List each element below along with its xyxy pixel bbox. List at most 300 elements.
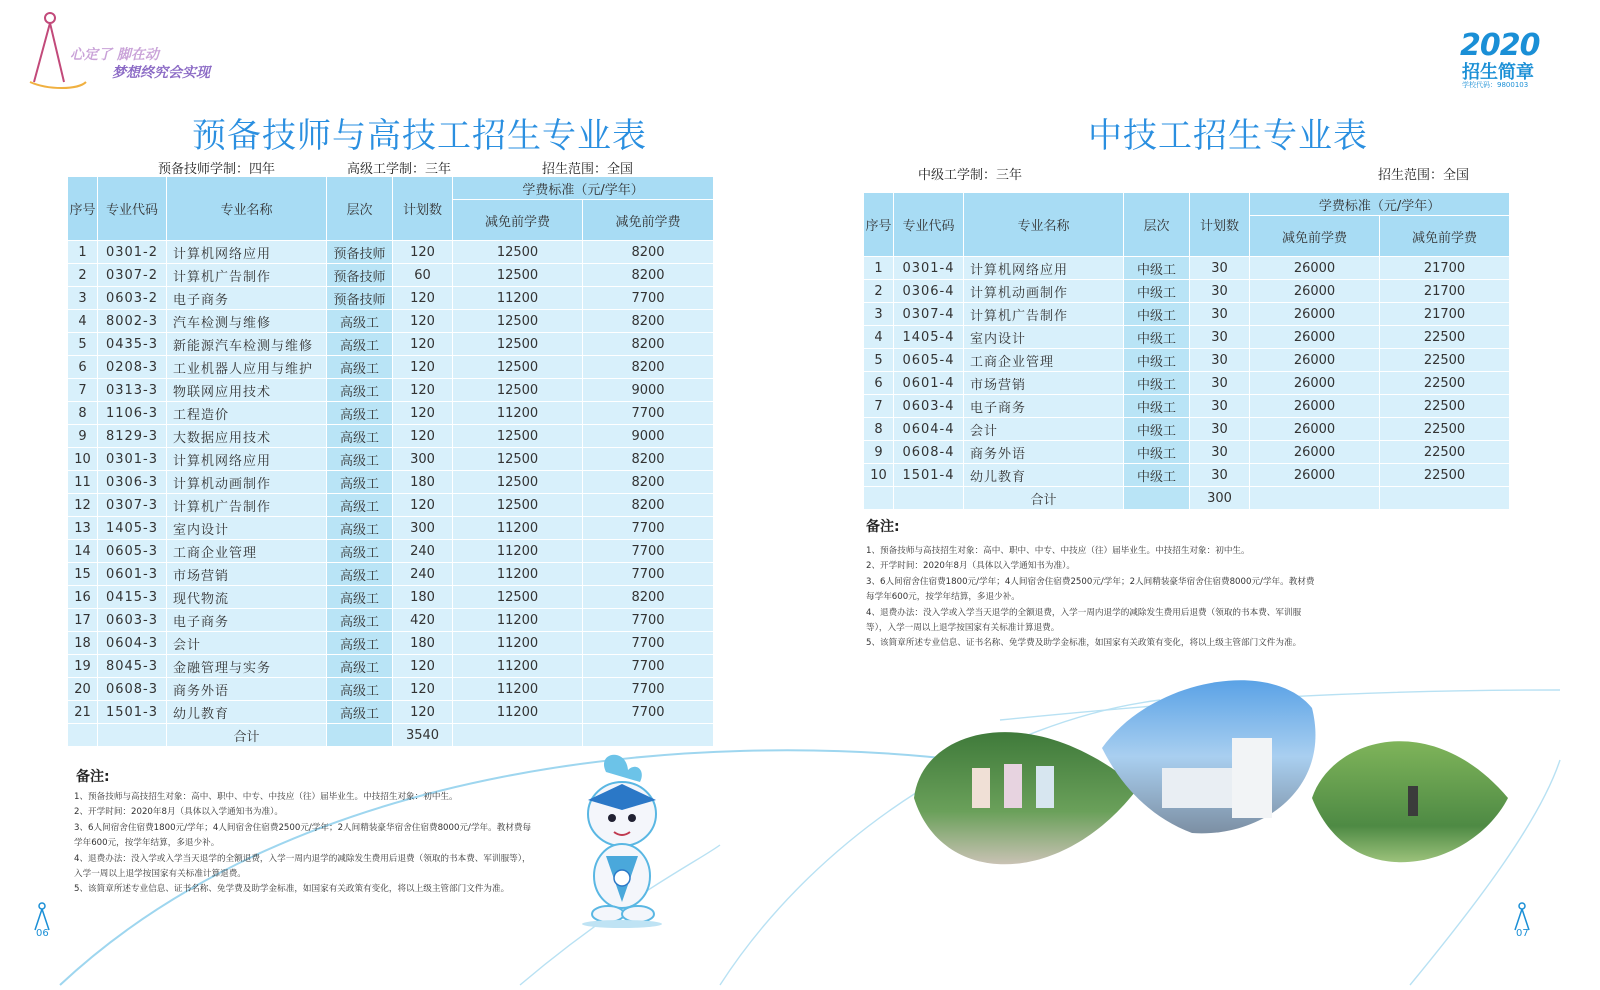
cell-plan: 30	[1190, 257, 1250, 280]
cell-name: 物联网应用技术	[167, 379, 327, 402]
cell-level: 高级工	[327, 402, 393, 425]
cell-fee-a: 26000	[1250, 395, 1380, 418]
left-enrollment-table	[67, 176, 714, 747]
cell-code: 0605-4	[894, 349, 964, 372]
cell-fee-a: 26000	[1250, 418, 1380, 441]
cell-seq: 3	[864, 303, 894, 326]
cell-name: 室内设计	[167, 517, 327, 540]
cell-level: 预备技师	[327, 264, 393, 287]
cell-fee-a: 11200	[453, 655, 583, 678]
mascot-illustration	[566, 752, 678, 930]
header-seq: 序号	[864, 193, 894, 257]
table-row	[68, 701, 714, 724]
header-name: 专业名称	[964, 193, 1124, 257]
cell-level: 高级工	[327, 448, 393, 471]
cell-name: 工业机器人应用与维护	[167, 356, 327, 379]
cell-fee-a: 26000	[1250, 441, 1380, 464]
cell-fee-a: 12500	[453, 448, 583, 471]
cell-seq: 5	[68, 333, 98, 356]
cell-name: 市场营销	[167, 563, 327, 586]
brand-year: 2020	[1460, 28, 1540, 63]
cell-seq: 14	[68, 540, 98, 563]
cell-fee-b: 7700	[583, 563, 714, 586]
table-row	[68, 494, 714, 517]
cell-level: 高级工	[327, 517, 393, 540]
cell-level: 预备技师	[327, 241, 393, 264]
cell-fee-a: 11200	[453, 609, 583, 632]
cell-plan: 30	[1190, 372, 1250, 395]
cell-fee-a: 26000	[1250, 257, 1380, 280]
cell-fee-a: 26000	[1250, 349, 1380, 372]
cell-plan: 120	[393, 402, 453, 425]
cell-level: 高级工	[327, 494, 393, 517]
header-fee-a: 减免前学费	[1250, 216, 1380, 257]
cell-level: 高级工	[327, 655, 393, 678]
table-row	[864, 418, 1510, 441]
cell-plan: 180	[393, 632, 453, 655]
cell-level: 高级工	[327, 425, 393, 448]
photo-campus-building	[1102, 680, 1315, 833]
cell-plan: 120	[393, 701, 453, 724]
cell-fee-a: 11200	[453, 540, 583, 563]
cell-plan: 120	[393, 379, 453, 402]
cell-fee-a: 12500	[453, 471, 583, 494]
cell-fee-b: 21700	[1380, 303, 1510, 326]
cell-name: 汽车检测与维修	[167, 310, 327, 333]
cell-code: 8045-3	[98, 655, 167, 678]
cell-code: 0608-4	[894, 441, 964, 464]
cell-seq: 10	[68, 448, 98, 471]
cell-fee-b: 22500	[1380, 418, 1510, 441]
total-label: 合计	[964, 487, 1124, 510]
cell-fee-b: 7700	[583, 678, 714, 701]
cell-level: 高级工	[327, 471, 393, 494]
cell-fee-b: 8200	[583, 586, 714, 609]
right-enrollment-table	[863, 192, 1510, 510]
cell-fee-a: 11200	[453, 517, 583, 540]
table-row	[68, 632, 714, 655]
cell-plan: 120	[393, 310, 453, 333]
brand-code: 学校代码：9800103	[1462, 81, 1529, 89]
note-line: 3、6人间宿舍住宿费1800元/学年；4人间宿舍住宿费2500元/学年；2人间精装豪华宿舍住宿费8000元/学年。教材费每学年600元，按学年结算，多退少补。	[74, 822, 532, 849]
right-notes-title: 备注:	[866, 519, 900, 535]
cell-fee-b: 8200	[583, 494, 714, 517]
cell-fee-b: 7700	[583, 632, 714, 655]
cell-name: 商务外语	[167, 678, 327, 701]
total-blank	[453, 724, 583, 747]
cell-fee-a: 12500	[453, 586, 583, 609]
cell-seq: 17	[68, 609, 98, 632]
header-code: 专业代码	[894, 193, 964, 257]
cell-name: 室内设计	[964, 326, 1124, 349]
table-row	[68, 402, 714, 425]
cell-seq: 9	[68, 425, 98, 448]
table-row	[864, 257, 1510, 280]
table-row	[68, 448, 714, 471]
cell-fee-a: 11200	[453, 563, 583, 586]
cell-level: 中级工	[1124, 257, 1190, 280]
cell-fee-a: 12500	[453, 356, 583, 379]
cell-level: 中级工	[1124, 395, 1190, 418]
header-fee-b: 减免前学费	[583, 200, 714, 241]
left-notes	[74, 790, 534, 898]
cell-level: 中级工	[1124, 418, 1190, 441]
cell-code: 0604-3	[98, 632, 167, 655]
note-line: 2、开学时间：2020年8月（具体以入学通知书为准）。	[866, 561, 1075, 572]
cell-plan: 60	[393, 264, 453, 287]
header-plan: 计划数	[393, 177, 453, 241]
cell-plan: 120	[393, 425, 453, 448]
right-meta-scope: 招生范围：全国	[1378, 168, 1470, 183]
cell-fee-b: 8200	[583, 241, 714, 264]
header-fee: 学费标准（元/学年）	[1250, 193, 1510, 216]
cell-seq: 2	[864, 280, 894, 303]
cell-seq: 4	[68, 310, 98, 333]
table-row	[68, 563, 714, 586]
cell-fee-b: 7700	[583, 701, 714, 724]
cell-level: 中级工	[1124, 280, 1190, 303]
cell-code: 1405-4	[894, 326, 964, 349]
cell-name: 新能源汽车检测与维修	[167, 333, 327, 356]
table-row	[68, 540, 714, 563]
cell-code: 0313-3	[98, 379, 167, 402]
cell-plan: 180	[393, 586, 453, 609]
cell-seq: 11	[68, 471, 98, 494]
cell-seq: 6	[864, 372, 894, 395]
cell-name: 幼儿教育	[167, 701, 327, 724]
cell-name: 计算机广告制作	[167, 494, 327, 517]
cell-plan: 120	[393, 356, 453, 379]
cell-fee-b: 7700	[583, 287, 714, 310]
slogan-line-2: 梦想终究会实现	[112, 65, 210, 81]
cell-fee-b: 9000	[583, 425, 714, 448]
cell-code: 0306-3	[98, 471, 167, 494]
cell-name: 电子商务	[167, 609, 327, 632]
left-meta-duration-2: 高级工学制：三年	[347, 162, 452, 177]
table-row	[68, 609, 714, 632]
cell-plan: 30	[1190, 395, 1250, 418]
cell-name: 会计	[964, 418, 1124, 441]
cell-name: 计算机网络应用	[167, 241, 327, 264]
cell-level: 高级工	[327, 586, 393, 609]
total-label: 合计	[167, 724, 327, 747]
cell-code: 0603-2	[98, 287, 167, 310]
cell-fee-a: 12500	[453, 310, 583, 333]
cell-plan: 240	[393, 540, 453, 563]
brand-title: 招生简章	[1462, 62, 1534, 83]
cell-name: 大数据应用技术	[167, 425, 327, 448]
table-row	[864, 326, 1510, 349]
cell-seq: 9	[864, 441, 894, 464]
cell-seq: 8	[864, 418, 894, 441]
cell-fee-b: 8200	[583, 448, 714, 471]
cell-code: 0604-4	[894, 418, 964, 441]
table-row	[864, 280, 1510, 303]
cell-code: 0605-3	[98, 540, 167, 563]
total-blank	[864, 487, 894, 510]
cell-fee-a: 11200	[453, 402, 583, 425]
total-blank	[68, 724, 98, 747]
cell-fee-b: 8200	[583, 310, 714, 333]
cell-fee-a: 26000	[1250, 372, 1380, 395]
cell-level: 高级工	[327, 310, 393, 333]
left-page-number: 06	[36, 928, 49, 939]
header-fee: 学费标准（元/学年）	[453, 177, 714, 200]
cell-seq: 1	[68, 241, 98, 264]
cell-fee-b: 22500	[1380, 395, 1510, 418]
cell-name: 计算机网络应用	[964, 257, 1124, 280]
cell-plan: 120	[393, 287, 453, 310]
slogan-line-1: 心定了 脚在动	[70, 47, 159, 63]
header-name: 专业名称	[167, 177, 327, 241]
cell-fee-a: 11200	[453, 701, 583, 724]
cell-fee-a: 12500	[453, 241, 583, 264]
cell-level: 高级工	[327, 379, 393, 402]
total-plan: 3540	[393, 724, 453, 747]
cell-seq: 20	[68, 678, 98, 701]
cell-code: 0603-3	[98, 609, 167, 632]
table-row	[68, 356, 714, 379]
cell-fee-a: 26000	[1250, 280, 1380, 303]
left-meta-duration-1: 预备技师学制：四年	[158, 162, 276, 177]
cell-plan: 240	[393, 563, 453, 586]
cell-level: 高级工	[327, 540, 393, 563]
table-row	[864, 349, 1510, 372]
header-level: 层次	[1124, 193, 1190, 257]
right-notes	[866, 544, 1321, 652]
cell-code: 0301-2	[98, 241, 167, 264]
table-row	[68, 264, 714, 287]
cell-plan: 300	[393, 517, 453, 540]
cell-plan: 30	[1190, 303, 1250, 326]
table-row	[864, 441, 1510, 464]
right-meta-duration: 中级工学制：三年	[918, 168, 1023, 183]
cell-code: 0415-3	[98, 586, 167, 609]
total-blank	[1124, 487, 1190, 510]
cell-code: 1106-3	[98, 402, 167, 425]
cell-seq: 6	[68, 356, 98, 379]
cell-fee-b: 22500	[1380, 441, 1510, 464]
table-row	[864, 303, 1510, 326]
left-meta-scope: 招生范围：全国	[542, 162, 634, 177]
cell-plan: 120	[393, 655, 453, 678]
cell-name: 幼儿教育	[964, 464, 1124, 487]
cell-fee-a: 12500	[453, 425, 583, 448]
cell-seq: 8	[68, 402, 98, 425]
table-row	[864, 395, 1510, 418]
cell-fee-b: 8200	[583, 471, 714, 494]
cell-fee-a: 12500	[453, 494, 583, 517]
total-blank	[1250, 487, 1380, 510]
total-blank	[583, 724, 714, 747]
cell-name: 计算机广告制作	[167, 264, 327, 287]
cell-code: 0301-4	[894, 257, 964, 280]
table-row	[864, 464, 1510, 487]
note-line: 1、预备技师与高技招生对象：高中、职中、中专、中技应（往）届毕业生。中技招生对象：初中生。	[866, 546, 1250, 556]
cell-code: 8129-3	[98, 425, 167, 448]
cell-level: 高级工	[327, 678, 393, 701]
cell-fee-b: 8200	[583, 264, 714, 287]
cell-seq: 21	[68, 701, 98, 724]
cell-plan: 120	[393, 494, 453, 517]
cell-code: 0435-3	[98, 333, 167, 356]
header-level: 层次	[327, 177, 393, 241]
cell-fee-b: 21700	[1380, 257, 1510, 280]
cell-fee-a: 12500	[453, 379, 583, 402]
cell-seq: 4	[864, 326, 894, 349]
cell-fee-a: 11200	[453, 632, 583, 655]
cell-level: 高级工	[327, 632, 393, 655]
cell-seq: 10	[864, 464, 894, 487]
cell-name: 市场营销	[964, 372, 1124, 395]
cell-plan: 180	[393, 471, 453, 494]
note-line: 4、退费办法：没入学或入学当天退学的全额退费，入学一周内退学的减除发生费用后退费（领取的书本费、军训服等），入学一周以上退学按国家有关标准计算退费。	[866, 607, 1302, 634]
cell-name: 现代物流	[167, 586, 327, 609]
cell-fee-b: 22500	[1380, 326, 1510, 349]
table-row	[68, 241, 714, 264]
cell-plan: 120	[393, 678, 453, 701]
left-page-title: 预备技师与高技工招生专业表	[192, 116, 647, 156]
cell-name: 计算机广告制作	[964, 303, 1124, 326]
cell-code: 0306-4	[894, 280, 964, 303]
cell-code: 0307-4	[894, 303, 964, 326]
cell-name: 计算机网络应用	[167, 448, 327, 471]
table-row	[68, 310, 714, 333]
cell-name: 电子商务	[167, 287, 327, 310]
table-row	[68, 333, 714, 356]
note-line: 5、该简章所述专业信息、证书名称、免学费及助学金标准，如国家有关政策有变化，将以上级主管部门文件为准。	[74, 884, 510, 895]
note-line: 4、退费办法：没入学或入学当天退学的全额退费，入学一周内退学的减除发生费用后退费（领取的书本费、军训服等），入学一周以上退学按国家有关标准计算退费。	[74, 853, 531, 880]
note-line: 5、该简章所述专业信息、证书名称、免学费及助学金标准，如国家有关政策有变化，将以上级主管部门文件为准。	[866, 638, 1302, 649]
cell-fee-b: 9000	[583, 379, 714, 402]
cell-fee-a: 12500	[453, 264, 583, 287]
cell-plan: 300	[393, 448, 453, 471]
cell-code: 8002-3	[98, 310, 167, 333]
cell-code: 0307-2	[98, 264, 167, 287]
cell-plan: 30	[1190, 349, 1250, 372]
total-blank	[894, 487, 964, 510]
cell-fee-b: 7700	[583, 402, 714, 425]
cell-code: 1405-3	[98, 517, 167, 540]
cell-level: 中级工	[1124, 326, 1190, 349]
cell-level: 中级工	[1124, 464, 1190, 487]
cell-seq: 13	[68, 517, 98, 540]
cell-seq: 16	[68, 586, 98, 609]
table-row	[68, 655, 714, 678]
right-page-number: 07	[1516, 928, 1529, 939]
cell-fee-b: 7700	[583, 540, 714, 563]
cell-level: 中级工	[1124, 372, 1190, 395]
header-seq: 序号	[68, 177, 98, 241]
cell-code: 0307-3	[98, 494, 167, 517]
cell-level: 高级工	[327, 333, 393, 356]
note-line: 1、预备技师与高技招生对象：高中、职中、中专、中技应（往）届毕业生。中技招生对象：初中生。	[74, 792, 458, 802]
cell-plan: 120	[393, 333, 453, 356]
cell-level: 中级工	[1124, 441, 1190, 464]
header-fee-a: 减免前学费	[453, 200, 583, 241]
note-line: 2、开学时间：2020年8月（具体以入学通知书为准）。	[74, 807, 283, 818]
cell-plan: 30	[1190, 441, 1250, 464]
cell-fee-a: 11200	[453, 678, 583, 701]
cell-code: 0301-3	[98, 448, 167, 471]
cell-plan: 420	[393, 609, 453, 632]
cell-fee-b: 21700	[1380, 280, 1510, 303]
right-page-title: 中技工招生专业表	[1088, 116, 1368, 156]
header-plan: 计划数	[1190, 193, 1250, 257]
cell-fee-b: 22500	[1380, 349, 1510, 372]
cell-fee-b: 8200	[583, 356, 714, 379]
campus-photo-collage	[912, 668, 1512, 890]
table-row	[68, 517, 714, 540]
table-row	[68, 471, 714, 494]
cell-plan: 30	[1190, 418, 1250, 441]
cell-level: 中级工	[1124, 349, 1190, 372]
cell-fee-b: 7700	[583, 609, 714, 632]
cell-name: 会计	[167, 632, 327, 655]
cell-fee-b: 7700	[583, 655, 714, 678]
total-plan: 300	[1190, 487, 1250, 510]
table-row	[864, 372, 1510, 395]
cell-level: 中级工	[1124, 303, 1190, 326]
cell-fee-a: 26000	[1250, 303, 1380, 326]
cell-plan: 30	[1190, 280, 1250, 303]
header-fee-b: 减免前学费	[1380, 216, 1510, 257]
table-row	[68, 425, 714, 448]
cell-code: 0208-3	[98, 356, 167, 379]
cell-level: 高级工	[327, 701, 393, 724]
total-blank	[327, 724, 393, 747]
cell-level: 高级工	[327, 356, 393, 379]
cell-name: 工商企业管理	[964, 349, 1124, 372]
cell-code: 1501-3	[98, 701, 167, 724]
cell-seq: 18	[68, 632, 98, 655]
total-blank	[98, 724, 167, 747]
left-notes-title: 备注:	[76, 769, 110, 785]
cell-fee-b: 7700	[583, 517, 714, 540]
cell-code: 0601-3	[98, 563, 167, 586]
cell-name: 计算机动画制作	[167, 471, 327, 494]
cell-level: 预备技师	[327, 287, 393, 310]
table-row	[68, 379, 714, 402]
cell-seq: 3	[68, 287, 98, 310]
cell-fee-a: 11200	[453, 287, 583, 310]
table-row	[68, 586, 714, 609]
table-row	[68, 678, 714, 701]
cell-name: 商务外语	[964, 441, 1124, 464]
cell-seq: 7	[864, 395, 894, 418]
cell-seq: 7	[68, 379, 98, 402]
cell-fee-a: 12500	[453, 333, 583, 356]
cell-seq: 19	[68, 655, 98, 678]
cell-name: 金融管理与实务	[167, 655, 327, 678]
cell-fee-b: 22500	[1380, 372, 1510, 395]
cell-seq: 2	[68, 264, 98, 287]
cell-seq: 12	[68, 494, 98, 517]
cell-name: 工程造价	[167, 402, 327, 425]
cell-level: 高级工	[327, 609, 393, 632]
cell-code: 1501-4	[894, 464, 964, 487]
cell-code: 0603-4	[894, 395, 964, 418]
cell-code: 0601-4	[894, 372, 964, 395]
total-blank	[1380, 487, 1510, 510]
cell-fee-b: 8200	[583, 333, 714, 356]
cell-seq: 15	[68, 563, 98, 586]
cell-fee-a: 26000	[1250, 326, 1380, 349]
cell-fee-b: 22500	[1380, 464, 1510, 487]
cell-name: 电子商务	[964, 395, 1124, 418]
cell-code: 0608-3	[98, 678, 167, 701]
cell-plan: 120	[393, 241, 453, 264]
